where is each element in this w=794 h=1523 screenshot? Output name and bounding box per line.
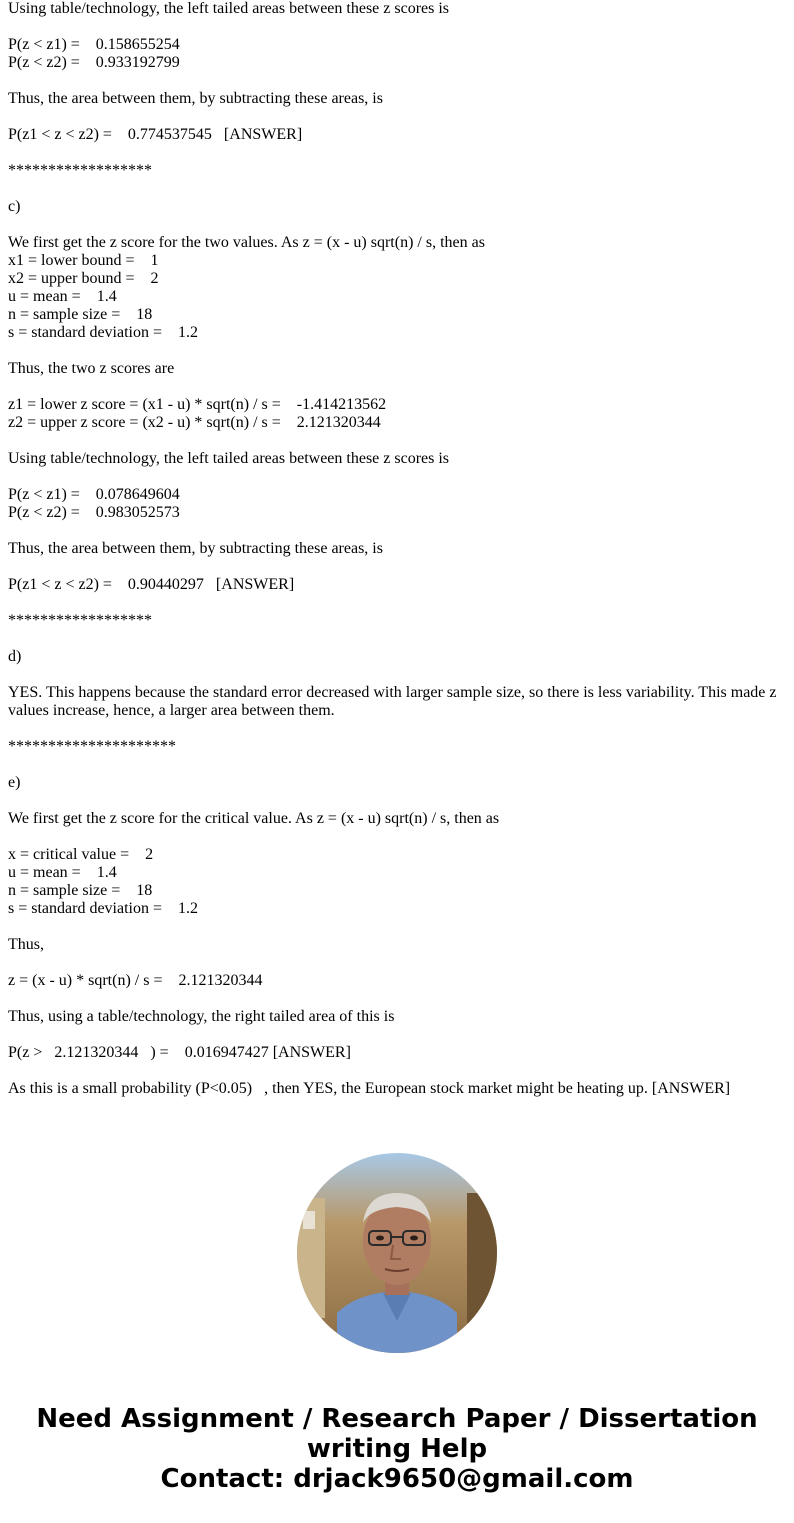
- text-line: P(z < z1) = 0.158655254: [8, 36, 180, 53]
- text-line: P(z < z2) = 0.933192799: [8, 54, 180, 71]
- text-line: We first get the z score for the critical value. As z = (x - u) sqrt(n) / s, then as: [8, 810, 500, 827]
- blank-line: [8, 18, 788, 36]
- blank-line: [8, 522, 788, 540]
- text-line: As this is a small probability (P<0.05) , then YES, the European stock market might be heating up. [ANSWER]: [8, 1080, 731, 1097]
- section-heading-d: d): [8, 648, 22, 665]
- text-line: Using table/technology, the left tailed areas between these z scores is: [8, 0, 450, 17]
- text-line: z = (x - u) * sqrt(n) / s = 2.121320344: [8, 972, 263, 989]
- separator-stars: *********************: [8, 738, 176, 755]
- separator-stars: ******************: [8, 162, 152, 179]
- blank-line: [8, 108, 788, 126]
- blank-line: [8, 918, 788, 936]
- text-line: x2 = upper bound = 2: [8, 270, 159, 287]
- separator-stars: ******************: [8, 612, 152, 629]
- blank-line: [8, 342, 788, 360]
- blank-line: [8, 666, 788, 684]
- text-line: z2 = upper z score = (x2 - u) * sqrt(n) / s = 2.121320344: [8, 414, 381, 431]
- text-line: Thus,: [8, 936, 44, 953]
- text-line: P(z1 < z < z2) = 0.90440297 [ANSWER]: [8, 576, 295, 593]
- section-heading-e: e): [8, 774, 21, 791]
- text-line: Thus, the two z scores are: [8, 360, 175, 377]
- text-line: P(z < z1) = 0.078649604: [8, 486, 180, 503]
- blank-line: [8, 216, 788, 234]
- blank-line: [8, 720, 788, 738]
- text-line: s = standard deviation = 1.2: [8, 324, 199, 341]
- blank-line: [8, 954, 788, 972]
- blank-line: [8, 144, 788, 162]
- blank-line: [8, 630, 788, 648]
- text-line: Thus, using a table/technology, the right tailed area of this is: [8, 1008, 395, 1025]
- text-line: Using table/technology, the left tailed areas between these z scores is: [8, 450, 450, 467]
- promo-banner: [0, 1404, 794, 1494]
- text-line: Thus, the area between them, by subtracting these areas, is: [8, 90, 383, 107]
- text-line: z1 = lower z score = (x1 - u) * sqrt(n) / s = -1.414213562: [8, 396, 387, 413]
- author-photo: [297, 1153, 497, 1353]
- text-line: n = sample size = 18: [8, 882, 153, 899]
- promo-line: writing Help: [306, 1434, 488, 1464]
- section-heading-c: c): [8, 198, 21, 215]
- promo-line: Need Assignment / Research Paper / Dissertation: [36, 1404, 758, 1434]
- text-line: u = mean = 1.4: [8, 288, 117, 305]
- blank-line: [8, 828, 788, 846]
- blank-line: [8, 180, 788, 198]
- blank-line: [8, 1062, 788, 1080]
- text-line: P(z > 2.121320344 ) = 0.016947427 [ANSWER]: [8, 1044, 351, 1061]
- document-body: [8, 0, 788, 1098]
- blank-line: [8, 432, 788, 450]
- blank-line: [8, 468, 788, 486]
- text-line: P(z < z2) = 0.983052573: [8, 504, 180, 521]
- text-line: P(z1 < z < z2) = 0.774537545 [ANSWER]: [8, 126, 303, 143]
- text-line: x = critical value = 2: [8, 846, 154, 863]
- blank-line: [8, 378, 788, 396]
- blank-line: [8, 594, 788, 612]
- blank-line: [8, 72, 788, 90]
- text-line: n = sample size = 18: [8, 306, 153, 323]
- blank-line: [8, 756, 788, 774]
- blank-line: [8, 792, 788, 810]
- text-line: x1 = lower bound = 1: [8, 252, 159, 269]
- blank-line: [8, 558, 788, 576]
- text-paragraph: YES. This happens because the standard error decreased with larger sample size, so there is less variability. This made z values increase, hence, a larger area between them.: [8, 684, 777, 719]
- text-line: s = standard deviation = 1.2: [8, 900, 199, 917]
- blank-line: [8, 1026, 788, 1044]
- blank-line: [8, 990, 788, 1008]
- text-line: Thus, the area between them, by subtracting these areas, is: [8, 540, 383, 557]
- promo-contact: Contact: drjack9650@gmail.com: [160, 1464, 634, 1494]
- text-line: u = mean = 1.4: [8, 864, 117, 881]
- text-line: We first get the z score for the two values. As z = (x - u) sqrt(n) / s, then as: [8, 234, 485, 251]
